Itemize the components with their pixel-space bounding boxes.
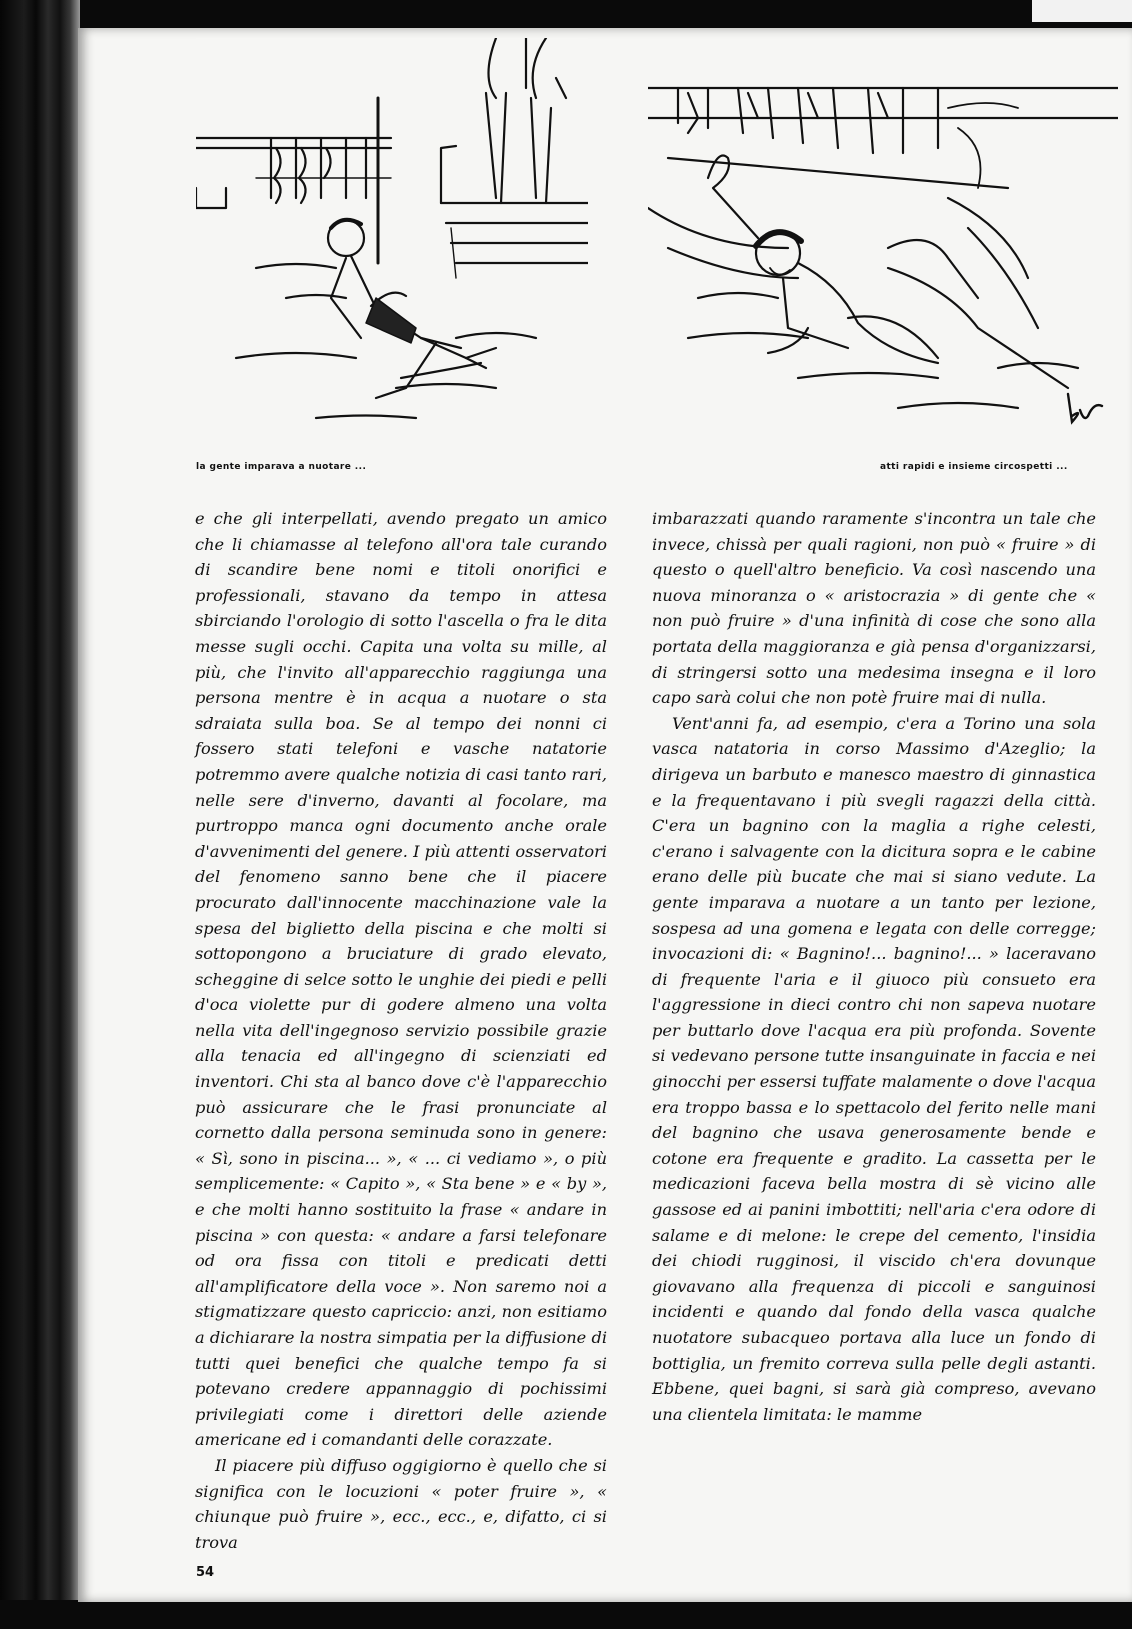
swimmer-illustration <box>648 68 1118 453</box>
caption-right: atti rapidi e insieme circospetti ... <box>880 462 1068 472</box>
text-column-left <box>195 506 607 1555</box>
paragraph: Vent'anni fa, ad esempio, c'era a Torino una sola vasca natatoria in corso Massimo d'Azeglio; la dirigeva un barbuto e manesco maestro di ginnastica e la frequentavano i più svegli ragazzi della città. C'era un bagnino con la maglia a righe celesti, c'erano i salvagente con la dicitura sopra e le cabine erano delle più bucate che mai si siano vedute. La gente imparava a nuotare a un tanto per lezione, sospesa ad una gomena e legata con delle corregge; invocazioni di: « Bagnino!... bagnino!... » laceravano di frequente l'aria e il giuoco più consueto era l'aggressione in dieci contro chi non sapeva nuotare per buttarlo dove l'acqua era più profonda. Sovente si vedevano persone tutte insanguinate in faccia e nei ginocchi per essersi tuffate malamente o dove l'acqua era troppo bassa e lo spettacolo del ferito nelle mani del bagnino che usava generosamente bende e cotone era frequente e gradito. La cassetta per le medicazioni faceva bella mostra di sè vicino alle gassose ed ai panini imbottiti; nell'aria c'era odore di salame e di melone: le crepe del cemento, l'insidia dei chiodi rugginosi, il viscido ch'era dovunque giovavano alla frequenza di piccoli e sanguinosi incidenti e quando dal fondo della vasca qualche nuotatore subacqueo portava alla luce un fondo di bottiglia, un fremito correva sulla pelle degli astanti. Ebbene, quei bagni, si sarà già compreso, avevano una clientela limitata: le mamme <box>652 713 1096 1424</box>
scan-corner <box>1032 0 1132 22</box>
text-column-right <box>652 506 1096 1427</box>
page-number: 54 <box>196 1565 215 1580</box>
book-binding <box>0 0 80 1629</box>
artist-signature <box>1058 388 1108 428</box>
magazine-page <box>78 28 1132 1602</box>
scan-bottom-edge <box>0 1600 1132 1629</box>
swimming-lesson-illustration <box>196 38 588 438</box>
caption-left: la gente imparava a nuotare ... <box>196 462 367 472</box>
paragraph: imbarazzati quando raramente s'incontra un tale che invece, chissà per quali ragioni, non può « fruire » di questo o quell'altro beneficio. Va così nascendo una nuova minoranza o « aristocrazia » di gente che « non può fruire » d'una infinità di cose che sono alla portata della maggioranza e già pensa d'organizzarsi, di stringersi sotto una medesima insegna e il loro capo sarà colui che non potè fruire mai di nulla. <box>652 509 1096 708</box>
paragraph: e che gli interpellati, avendo pregato un amico che li chiamasse al telefono all'ora tale curando di scandire bene nomi e titoli onorifici e professionali, stavano da tempo in attesa sbirciando l'orologio di sotto l'ascella o fra le dita messe sugli occhi. Capita una volta su mille, al più, che l'invito all'apparecchio raggiunga una persona mentre è in acqua a nuotare o sta sdraiata sulla boa. Se al tempo dei nonni ci fossero stati telefoni e vasche natatorie potremmo avere qualche notizia di casi tanto rari, nelle sere d'inverno, davanti al focolare, ma purtroppo manca ogni documento anche orale d'avvenimenti del genere. I più attenti osservatori del fenomeno sanno bene che il piacere procurato dall'innocente macchinazione vale la spesa del biglietto della piscina e che molti si sottopongono a bruciature di grado elevato, scheggine di selce sotto le unghie dei piedi e pelli d'oca violette pur di godere almeno una volta nella vita dell'ingegnoso servizio possibile grazie alla tenacia ed all'ingegno di scienziati ed inventori. Chi sta al banco dove c'è l'apparecchio può assicurare che le frasi pronunciate al cornetto dalla persona seminuda sono in genere: « Sì, sono in piscina... », « ... ci vediamo », o più semplicemente: « Capito », « Sta bene » e « by », e che molti hanno sostituito la frase « andare in piscina » con questa: « andare a farsi telefonare od ora fissa con titoli e predicati detti all'amplificatore della voce ». Non saremo noi a stigmatizzare questo capriccio: anzi, non esitiamo a dichiarare la nostra simpatia per la diffusione di tutti quei benefici che qualche tempo fa si potevano credere appannaggio di pochissimi privilegiati come i direttori delle aziende americane ed i comandanti delle corazzate. <box>195 509 608 1450</box>
paragraph: Il piacere più diffuso oggigiorno è quello che si significa con le locuzioni « poter fruire », « chiunque può fruire », ecc., ecc., e, difatto, ci si trova <box>195 1455 607 1552</box>
scan-top-edge <box>0 0 1132 28</box>
